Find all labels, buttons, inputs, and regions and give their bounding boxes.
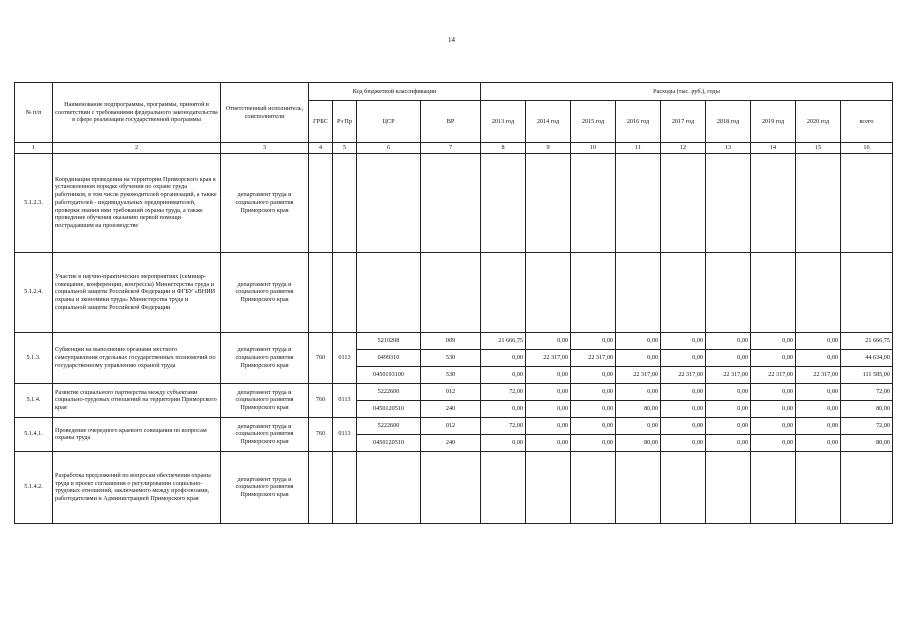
amount-2019: 0,00 [751,417,796,434]
row-vr: 012 [421,417,481,434]
row-num: 5.1.3. [15,332,53,383]
amount-2018: 0,00 [706,349,751,366]
amount-2019: 0,00 [751,383,796,400]
row-vr: 009 [421,332,481,349]
header-2020: 2020 год [796,101,841,143]
amount-2020: 0,00 [796,434,841,451]
amount-2018: 0,00 [706,400,751,417]
row-csr: 0499310 [357,349,421,366]
row-executor: департамент труда и социального развития Приморского края [221,417,309,451]
amount-2020: 0,00 [796,417,841,434]
table-row [15,417,893,434]
row-num: 5.1.2.4. [15,252,53,332]
row-name: Субвенции на выполнение органами местного самоуправления отдельных государственных полномочий по государственному управлению охраной труда [53,332,221,383]
amount-2018: 0,00 [706,417,751,434]
row-executor: департамент труда и социального развития Приморского края [221,252,309,332]
col-number: 9 [526,143,571,154]
row-name: Развитие социального партнерства между субъектами социально-трудовых отношений на территории Приморского края [53,383,221,417]
amount-2020: 0,00 [796,349,841,366]
amount-2014: 0,00 [526,400,571,417]
header-rzpr: Рз Пр [333,101,357,143]
row-csr: 0450120510 [357,400,421,417]
row-csr: 5210208 [357,332,421,349]
row-grbs: 760 [309,332,333,383]
amount-2014: 0,00 [526,332,571,349]
amount-2018: 0,00 [706,434,751,451]
header-2013: 2013 год [481,101,526,143]
amount-2016: 22 317,00 [616,366,661,383]
table-row [15,252,893,332]
col-number: 14 [751,143,796,154]
amount-2019: 0,00 [751,332,796,349]
amount-2017: 0,00 [661,332,706,349]
amount-2020: 0,00 [796,383,841,400]
row-executor: департамент труда и социального развития Приморского края [221,153,309,252]
col-number: 1 [15,143,53,154]
amount-2014: 0,00 [526,434,571,451]
table-header [15,83,893,154]
amount-2016: 0,00 [616,332,661,349]
budget-table [14,82,893,524]
amount-2014: 22 317,00 [526,349,571,366]
amount-2013: 0,00 [481,366,526,383]
amount-2017: 0,00 [661,400,706,417]
header-2018: 2018 год [706,101,751,143]
amount-2013: 0,00 [481,434,526,451]
col-number: 6 [357,143,421,154]
amount-total: 44 634,00 [841,349,893,366]
row-grbs: 760 [309,383,333,417]
row-vr: 012 [421,383,481,400]
amount-2013: 21 666,75 [481,332,526,349]
amount-2015: 0,00 [571,417,616,434]
amount-2014: 0,00 [526,383,571,400]
amount-2017: 0,00 [661,349,706,366]
row-rzpr: 0113 [333,417,357,451]
row-csr: 5222600 [357,383,421,400]
row-vr: 530 [421,349,481,366]
amount-2014: 0,00 [526,417,571,434]
amount-2013: 0,00 [481,349,526,366]
row-name: Проведение очередного краевого совещания по вопросам охраны труда [53,417,221,451]
header-expenses-group: Расходы (тыс. руб.), годы [481,83,893,101]
col-number: 15 [796,143,841,154]
row-num: 5.1.2.3. [15,153,53,252]
col-number: 16 [841,143,893,154]
amount-2016: 0,00 [616,349,661,366]
col-number: 2 [53,143,221,154]
amount-2017: 0,00 [661,434,706,451]
header-csr: ЦСР [357,101,421,143]
row-name: Участие в научно-практических мероприятиях (семинар-совещание, конференции, конгрессы) Министерства труда и социальной защиты Российской Федерации и ФГБУ «ВНИИ охраны и экономики труда» Министерства труда и социальной защиты Российской Федерации [53,252,221,332]
table-row [15,383,893,400]
column-numbers-row [15,143,893,154]
amount-2013: 72,00 [481,383,526,400]
amount-total: 80,00 [841,400,893,417]
amount-2015: 0,00 [571,366,616,383]
table-row [15,153,893,252]
row-csr: 0450193100 [357,366,421,383]
amount-2016: 80,00 [616,400,661,417]
row-vr: 240 [421,400,481,417]
amount-total: 72,00 [841,417,893,434]
amount-2017: 0,00 [661,417,706,434]
col-number: 11 [616,143,661,154]
col-number: 4 [309,143,333,154]
amount-2019: 22 317,00 [751,366,796,383]
row-executor: департамент труда и социального развития Приморского края [221,332,309,383]
amount-2020: 0,00 [796,400,841,417]
amount-2019: 0,00 [751,400,796,417]
header-2015: 2015 год [571,101,616,143]
amount-2020: 22 317,00 [796,366,841,383]
row-name: Координация проведения на территории Приморского края в установленном порядке обучения по охране труда работников, в том числе руководителей организаций, а также работодателей - индивидуальных предпринимателей, проверки знания ими требований охраны труда, а также проведение обучения оказанию первой помощи пострадавшим на производстве [53,153,221,252]
header-executor: Ответственный исполнитель, соисполнители [221,83,309,143]
page-number: 14 [448,36,455,44]
amount-2018: 0,00 [706,332,751,349]
col-number: 3 [221,143,309,154]
amount-2015: 0,00 [571,400,616,417]
header-2019: 2019 год [751,101,796,143]
row-num: 5.1.4.1. [15,417,53,451]
amount-2015: 0,00 [571,332,616,349]
header-2017: 2017 год [661,101,706,143]
amount-total: 21 666,75 [841,332,893,349]
amount-2016: 80,00 [616,434,661,451]
col-number: 12 [661,143,706,154]
header-2016: 2016 год [616,101,661,143]
row-executor: департамент труда и социального развития Приморского края [221,383,309,417]
row-rzpr: 0113 [333,332,357,383]
col-number: 7 [421,143,481,154]
amount-2015: 22 317,00 [571,349,616,366]
amount-2018: 22 317,00 [706,366,751,383]
col-number: 10 [571,143,616,154]
row-grbs: 760 [309,417,333,451]
row-vr: 530 [421,366,481,383]
amount-2015: 0,00 [571,434,616,451]
row-csr: 5222600 [357,417,421,434]
amount-2017: 22 317,00 [661,366,706,383]
amount-total: 72,00 [841,383,893,400]
header-num: № п/п [15,83,53,143]
row-csr: 0450120510 [357,434,421,451]
header-2014: 2014 год [526,101,571,143]
header-name: Наименование подпрограммы, программы, принятой в соответствии с требованиями федерального законодательства в сфере реализации государственной программы [53,83,221,143]
amount-2013: 0,00 [481,400,526,417]
amount-2019: 0,00 [751,434,796,451]
amount-2019: 0,00 [751,349,796,366]
header-total: всего [841,101,893,143]
col-number: 5 [333,143,357,154]
row-name: Разработка предложений по вопросам обеспечения охраны труда в проект соглашения о регулировании социально-трудовых отношений, заключаемого между профсоюзами, работодателями и Администрацией Приморского края [53,451,221,523]
amount-total: 80,00 [841,434,893,451]
amount-2017: 0,00 [661,383,706,400]
col-number: 8 [481,143,526,154]
amount-2018: 0,00 [706,383,751,400]
amount-total: 111 585,00 [841,366,893,383]
amount-2020: 0,00 [796,332,841,349]
row-executor: департамент труда и социального развития Приморского края [221,451,309,523]
amount-2016: 0,00 [616,417,661,434]
header-code-group: Код бюджетной классификации [309,83,481,101]
row-num: 5.1.4. [15,383,53,417]
table-row [15,451,893,523]
header-vr: ВР [421,101,481,143]
amount-2013: 72,00 [481,417,526,434]
header-grbs: ГРБС [309,101,333,143]
row-rzpr: 0113 [333,383,357,417]
table-row [15,332,893,349]
row-vr: 240 [421,434,481,451]
row-num: 5.1.4.2. [15,451,53,523]
amount-2014: 0,00 [526,366,571,383]
amount-2015: 0,00 [571,383,616,400]
col-number: 13 [706,143,751,154]
amount-2016: 0,00 [616,383,661,400]
